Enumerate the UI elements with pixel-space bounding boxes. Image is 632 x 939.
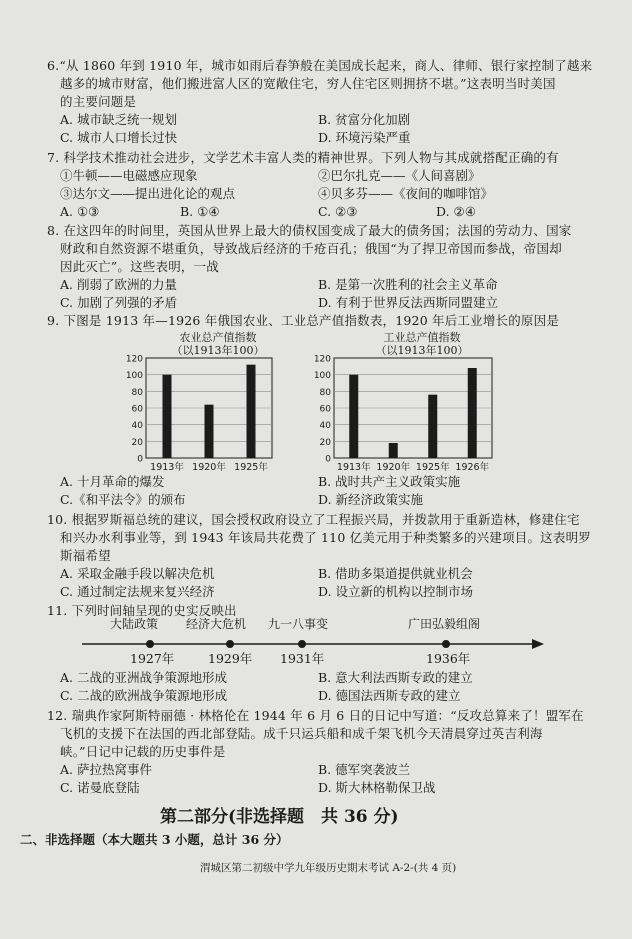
ind-xtick-label: 1913年 bbox=[336, 462, 371, 472]
section-two-heading: 二、非选择题（本大题共 3 小题，总计 36 分） bbox=[20, 832, 289, 847]
q8-stem-line-2: 财政和自然资源不堪重负，导致战后经济的千疮百孔；俄国“为了捍卫帝国而参战，帝国却 bbox=[60, 241, 562, 256]
q8-stem-line-1: 8. 在这四年的时间里，英国从世界上最大的债权国变成了最大的债务国；法国的劳动力、国家 bbox=[47, 223, 572, 238]
q6-stem-line-2: 越多的城市财富，他们搬进富人区的宽敞住宅，穷人住宅区则拥挤不堪。”这表明当时美国 bbox=[60, 76, 556, 91]
agri-ytick-label: 100 bbox=[125, 371, 143, 382]
timeline-event-3: 九一八事变 bbox=[268, 617, 329, 631]
timeline-event-4: 广田弘毅组阁 bbox=[408, 617, 481, 631]
q12-option-a[interactable]: A. 萨拉热窝事件 bbox=[60, 762, 152, 777]
q9-option-a[interactable]: A. 十月革命的爆发 bbox=[60, 474, 165, 489]
q8-stem-line-3: 因此灭亡”。这些表明，一战 bbox=[60, 259, 219, 274]
q8-option-a[interactable]: A. 削弱了欧洲的力量 bbox=[60, 277, 177, 292]
agri-xtick-label: 1913年 bbox=[150, 462, 184, 472]
q6-stem-line-1: 6.“从 1860 年到 1910 年，城市如雨后春笋般在美国成长起来，商人、律师、银行家控制了越来 bbox=[47, 58, 593, 73]
timeline-year-4: 1936年 bbox=[426, 651, 471, 666]
q7-option-a[interactable]: A. ①③ bbox=[60, 204, 100, 219]
timeline-dot-1936 bbox=[442, 640, 450, 648]
q9-stem-line-1: 9. 下图是 1913 年—1926 年俄国农业、工业总产值指数表，1920 年后工业增长的原因是 bbox=[47, 313, 560, 328]
agri-ytick-label: 60 bbox=[131, 404, 143, 415]
timeline-event-1: 大陆政策 bbox=[110, 617, 159, 631]
agriculture-output-chart bbox=[118, 354, 278, 472]
ind-bar-1913年 bbox=[349, 375, 358, 458]
chart-ind-title: 工业总产值指数 bbox=[383, 331, 461, 344]
timeline-year-2: 1929年 bbox=[208, 651, 253, 666]
q7-item-3: ③达尔文——提出进化论的观点 bbox=[60, 186, 236, 201]
q8-option-d[interactable]: D. 有利于世界反法西斯同盟建立 bbox=[318, 295, 499, 310]
timeline-dot-1927 bbox=[146, 640, 154, 648]
agri-ytick-label: 120 bbox=[125, 354, 143, 365]
q12-stem-line-1: 12. 瑞典作家阿斯特丽德 · 林格伦在 1944 年 6 月 6 日的日记中写道：“反攻总算来了！盟军在 bbox=[47, 708, 584, 723]
q10-option-a[interactable]: A. 采取金融手段以解决危机 bbox=[60, 566, 215, 581]
q9-option-c[interactable]: C.《和平法令》的颁布 bbox=[60, 492, 186, 507]
q6-option-c[interactable]: C. 城市人口增长过快 bbox=[60, 130, 178, 145]
ind-ytick-label: 40 bbox=[319, 421, 331, 432]
q6-option-a[interactable]: A. 城市缺乏统一规划 bbox=[60, 112, 177, 127]
q7-stem-line-1: 7. 科学技术推动社会进步，文学艺术丰富人类的精神世界。下列人物与其成就搭配正确的有 bbox=[47, 150, 559, 165]
q11-stem-line-1: 11. 下列时间轴呈现的史实反映出 bbox=[47, 603, 237, 618]
part-two-title: 第二部分(非选择题 共 36 分) bbox=[160, 807, 399, 827]
q11-option-d[interactable]: D. 德国法西斯专政的建立 bbox=[318, 688, 461, 703]
ind-ytick-label: 20 bbox=[319, 437, 331, 448]
agri-xtick-label: 1920年 bbox=[192, 462, 226, 472]
q12-option-d[interactable]: D. 斯大林格勒保卫战 bbox=[318, 780, 436, 795]
q7-option-b[interactable]: B. ①④ bbox=[180, 204, 220, 219]
q11-option-b[interactable]: B. 意大利法西斯专政的建立 bbox=[318, 670, 473, 685]
agri-ytick-label: 0 bbox=[137, 454, 143, 465]
agri-bar-1913年 bbox=[163, 375, 172, 458]
q10-stem-line-1: 10. 根据罗斯福总统的建议，国会授权政府设立了工程振兴局，并拨款用于重新造林，修建住宅 bbox=[47, 512, 580, 527]
q10-stem-line-2: 和兴办水利事业等，到 1943 年该局共花费了 110 亿美元用于种类繁多的兴建项目。这表明罗 bbox=[60, 530, 591, 545]
agri-ytick-label: 20 bbox=[131, 437, 143, 448]
q7-option-c[interactable]: C. ②③ bbox=[318, 204, 358, 219]
ind-ytick-label: 80 bbox=[319, 387, 331, 398]
chart-ind-subtitle: （以1913年100） bbox=[375, 344, 469, 357]
agri-ytick-label: 80 bbox=[131, 387, 143, 398]
ind-xtick-label: 1920年 bbox=[376, 462, 411, 472]
timeline-year-3: 1931年 bbox=[280, 651, 325, 666]
agri-bar-1925年 bbox=[247, 365, 256, 458]
chart-agri-subtitle: （以1913年100） bbox=[171, 344, 265, 357]
agri-xtick-label: 1925年 bbox=[234, 462, 268, 472]
ind-ytick-label: 60 bbox=[319, 404, 331, 415]
agri-ytick-label: 40 bbox=[131, 421, 143, 432]
timeline-event-2: 经济大危机 bbox=[186, 617, 247, 631]
q10-stem-line-3: 斯福希望 bbox=[60, 548, 111, 563]
page-footer: 渭城区第二初级中学九年级历史期末考试 A-2-(共 4 页) bbox=[200, 862, 457, 874]
q11-option-a[interactable]: A. 二战的亚洲战争策源地形成 bbox=[60, 670, 227, 685]
q8-option-c[interactable]: C. 加剧了列强的矛盾 bbox=[60, 295, 178, 310]
q8-option-b[interactable]: B. 是第一次胜利的社会主义革命 bbox=[318, 277, 498, 292]
q6-option-b[interactable]: B. 贫富分化加剧 bbox=[318, 112, 411, 127]
q7-item-2: ②巴尔扎克——《人间喜剧》 bbox=[318, 168, 481, 183]
ind-xtick-label: 1925年 bbox=[415, 462, 450, 472]
q12-option-b[interactable]: B. 德军突袭波兰 bbox=[318, 762, 411, 777]
industry-output-chart bbox=[306, 354, 498, 472]
timeline-arrow bbox=[532, 639, 544, 649]
q12-stem-line-3: 峡。”日记中记载的历史事件是 bbox=[60, 744, 226, 759]
q12-stem-line-2: 飞机的支援下在法国的西北部登陆。成千只运兵船和成千架飞机今天清晨穿过英吉利海 bbox=[60, 726, 543, 741]
ind-ytick-label: 0 bbox=[325, 454, 331, 465]
q9-option-d[interactable]: D. 新经济政策实施 bbox=[318, 492, 424, 507]
q11-option-c[interactable]: C. 二战的欧洲战争策源地形成 bbox=[60, 688, 228, 703]
ind-bar-1926年 bbox=[468, 368, 477, 458]
q10-option-d[interactable]: D. 设立新的机构以控制市场 bbox=[318, 584, 474, 599]
q10-option-b[interactable]: B. 借助多渠道提供就业机会 bbox=[318, 566, 473, 581]
ind-bar-1925年 bbox=[428, 395, 437, 458]
q7-option-d[interactable]: D. ②④ bbox=[436, 204, 476, 219]
q6-option-d[interactable]: D. 环境污染严重 bbox=[318, 130, 411, 145]
q7-item-4: ④贝多芬——《夜间的咖啡馆》 bbox=[318, 186, 494, 201]
chart-agri-title: 农业总产值指数 bbox=[179, 331, 257, 344]
q9-option-b[interactable]: B. 战时共产主义政策实施 bbox=[318, 474, 461, 489]
ind-ytick-label: 120 bbox=[313, 354, 331, 365]
q6-stem-line-3: 的主要问题是 bbox=[60, 94, 137, 109]
timeline-dot-1929 bbox=[226, 640, 234, 648]
ind-bar-1920年 bbox=[389, 443, 398, 458]
timeline-year-1: 1927年 bbox=[130, 651, 175, 666]
q7-item-1: ①牛顿——电磁感应现象 bbox=[60, 168, 198, 183]
ind-xtick-label: 1926年 bbox=[455, 462, 490, 472]
ind-ytick-label: 100 bbox=[313, 371, 331, 382]
agri-bar-1920年 bbox=[205, 405, 214, 458]
timeline-dot-1931 bbox=[298, 640, 306, 648]
q12-option-c[interactable]: C. 诺曼底登陆 bbox=[60, 780, 140, 795]
q10-option-c[interactable]: C. 通过制定法规来复兴经济 bbox=[60, 584, 215, 599]
